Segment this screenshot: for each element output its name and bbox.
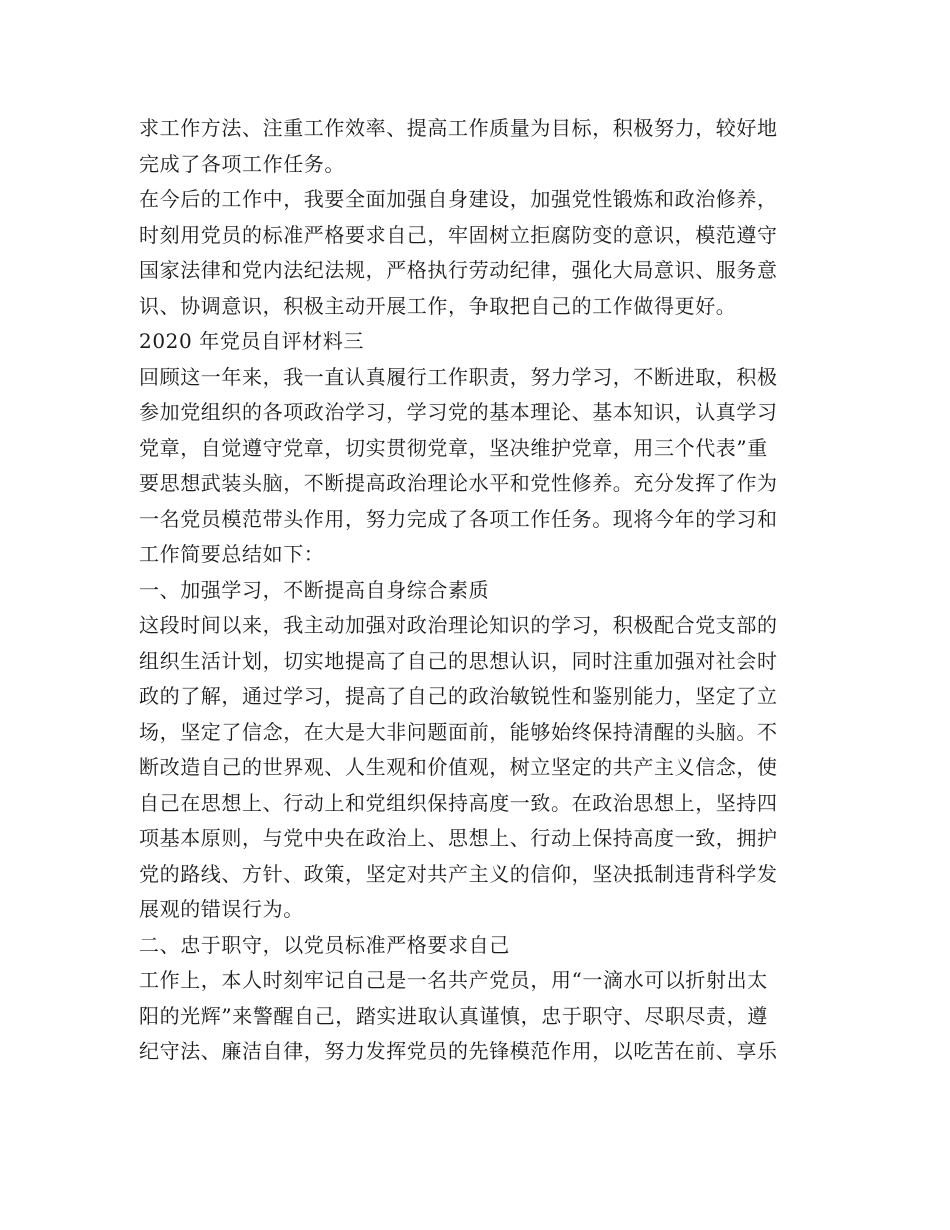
text-line: 场，坚定了信念，在大是大非问题面前，能够始终保持清醒的头脑。不 bbox=[139, 719, 778, 744]
text-line: 组织生活计划，切实地提高了自己的思想认识，同时注重加强对社会时 bbox=[139, 648, 778, 673]
section-title: 2020 年党员自评材料三 bbox=[139, 329, 365, 353]
text-line: 政的了解，通过学习，提高了自己的政治敏锐性和鉴别能力，坚定了立 bbox=[139, 684, 778, 708]
text-line: 回顾这一年来，我一直认真履行工作职责，努力学习，不断进取，积极 bbox=[139, 364, 778, 389]
text-line: 参加党组织的各项政治学习，学习党的基本理论、基本知识，认真学习 bbox=[139, 400, 778, 424]
text-line: 完成了各项工作任务。 bbox=[139, 151, 345, 176]
text-line: 要思想武装头脑，不断提高政治理论水平和党性修养。充分发挥了作为 bbox=[139, 471, 778, 495]
text-line: 展观的错误行为。 bbox=[139, 897, 304, 921]
text-line: 党的路线、方针、政策，坚定对共产主义的信仰，坚决抵制违背科学发 bbox=[139, 861, 778, 886]
section-heading: 二、忠于职守，以党员标准严格要求自己 bbox=[139, 932, 510, 957]
text-line: 在今后的工作中，我要全面加强自身建设，加强党性锻炼和政治修养， bbox=[139, 187, 778, 211]
text-line: 纪守法、廉洁自律，努力发挥党员的先锋模范作用，以吃苦在前、享乐 bbox=[139, 1039, 778, 1063]
text-line: 识、协调意识，积极主动开展工作，争取把自己的工作做得更好。 bbox=[139, 293, 737, 318]
text-line: 项基本原则，与党中央在政治上、思想上、行动上保持高度一致，拥护 bbox=[139, 826, 778, 850]
text-line: 阳的光辉”来警醒自己，踏实进取认真谨慎，忠于职守、尽职尽责，遵 bbox=[139, 1003, 768, 1028]
text-line: 工作上，本人时刻牢记自己是一名共产党员，用“一滴水可以折射出太 bbox=[139, 968, 768, 992]
text-line: 自己在思想上、行动上和党组织保持高度一致。在政治思想上，坚持四 bbox=[139, 790, 778, 815]
document-body bbox=[139, 111, 815, 1070]
text-line: 求工作方法、注重工作效率、提高工作质量为目标，积极努力，较好地 bbox=[139, 116, 778, 140]
text-line: 断改造自己的世界观、人生观和价值观，树立坚定的共产主义信念，使 bbox=[139, 755, 778, 779]
text-line: 时刻用党员的标准严格要求自己，牢固树立拒腐防变的意识，模范遵守 bbox=[139, 222, 778, 247]
text-line: 党章，自觉遵守党章，切实贯彻党章，坚决维护党章，用三个代表”重 bbox=[139, 435, 768, 460]
text-line: 这段时间以来，我主动加强对政治理论知识的学习，积极配合党支部的 bbox=[139, 613, 778, 637]
text-line: 工作简要总结如下： bbox=[139, 542, 325, 566]
text-line: 国家法律和党内法纪法规，严格执行劳动纪律，强化大局意识、服务意 bbox=[139, 258, 778, 282]
section-heading: 一、加强学习，不断提高自身综合素质 bbox=[139, 577, 490, 602]
text-line: 一名党员模范带头作用，努力完成了各项工作任务。现将今年的学习和 bbox=[139, 506, 778, 531]
